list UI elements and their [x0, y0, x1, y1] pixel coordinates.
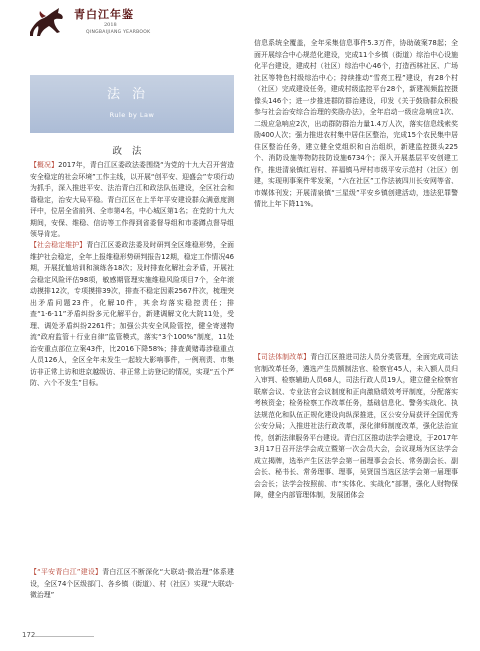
- yearbook-brand: 青白江年鉴: [74, 8, 134, 21]
- yearbook-english-name: QINGBAIJIANG YEARBOOK: [86, 30, 151, 35]
- article-paragraph: [30, 567, 234, 625]
- yearbook-year: 2018: [104, 22, 117, 28]
- horse-logo-icon: [24, 6, 72, 40]
- paragraph-text: 信息系统全覆盖，全年采集信息事件5.3万件，协助破案78起；全面开展综合中心规范化建设，完成11个乡镇（街道）综治中心设施化平台建设，建成村（社区）综治中心46个，打造西林社区、广场社区等特色村级综治中心；持续推动“雪亮工程”建设，有28个村（社区）完成建设任务，建成村级监控平台28个，新建视频监控摄像头146个；进一步推进群防群治建设，印发《关于鼓励群众积极参与社会治安综合治理的奖励办法》，全年启动一级应急响应1次、二级应急响应2次，出动群防群治力量1.4万人次，落实信息线索奖励400人次；强力推进农村集中居住区整治，完成15个农民集中居住区整治任务，建立健全党组织和自治组织，新建监控摄头225个、消防设施等物防技防设施6734个；深入开展基层平安创建工作，推进清泉镇红岩村、祥福镇马坪村市级平安示范村（社区）创建，实现刑事案件零发案，“六在社区”工作法被四川长安网等省、市媒体刊发；开展清泉镇“三星级”平安乡镇创建活动，违法犯罪警情比上年下降11%。: [254, 39, 458, 208]
- article-paragraph: [30, 240, 234, 565]
- paragraph-text: 青白江区不断深化“大联动·微治理”体系建设，全区74个区级部门、各乡镇（街道）、村（社区）实现“大联动·微治理”: [30, 568, 234, 599]
- section-banner: [30, 75, 234, 133]
- paragraph-tag: 【概况】: [30, 161, 59, 169]
- subsection-title: 政法: [112, 146, 152, 157]
- paragraph-tag: 【司法体制改革】: [254, 353, 311, 361]
- article-paragraph: [254, 38, 458, 343]
- paragraph-tag: 【社会稳定维护】: [30, 241, 87, 249]
- paragraph-tag: 【“平安青白江”建设】: [30, 568, 103, 576]
- paragraph-text: 青白江区委政法委及时研判全区维稳形势，全面维护社会稳定，全年上报维稳形势研判报告12期，稳定工作情况46期，开展抚恤培训和演练各18次；及时排查化解社会矛盾，开展社会稳定风险评估98项，敏感期管理实施维稳风险项目7个，全年滚动摸排12次，专项摸排39次，排查不稳定因素2567件次，梳理突出矛盾问题23件，化解10件，其余均落实稳控责任；排查“1·6·11”矛盾纠纷多元化解平台，新建调解文化大院11处，受理、调处矛盾纠纷2261件；加强公共安全风险管控，健全寄递物流“政府监管＋行业自律”监管模式，落实“3个100%”制度，11处治安重点部位立案43件，比2016下降58%；排查黄赌毒涉稳重点人员126人，全区全年未发生一起较大影响事件，一例刑责、市集访非正常上访和进京越级访、非正常上访登记的情况，实现“五个严防、六个不发生”目标。: [30, 241, 234, 387]
- section-title: 法治: [106, 87, 157, 102]
- page-number-rule: [34, 636, 94, 637]
- section-subtitle: Rule by Law: [109, 111, 155, 119]
- page-number: 172: [22, 631, 36, 639]
- article-paragraph: [254, 352, 458, 628]
- paragraph-text: 2017年，青白江区委政法委围绕“为党的十九大召开营造安全稳定的社会环境”工作主线，以开展“创平安、迎盛会”专项行动为抓手，深入推进平安、法治青白江和政法队伍建设，全区社会和谐稳定，治安大局平稳。青白江区在上半年平安建设群众满意度测评中，位居全省前列、全市第4名，中心城区第1名；在党的十九大期间，安保、维稳、信访等工作得到省委督导组和市委蹲点督导组领导肯定。: [30, 161, 234, 238]
- paragraph-text: 青白江区推进司法人员分类管理，全面完成司法官制改革任务，遴选产生员额制法官、检察官45人，未入额人员归入审判、检察辅助人员68人，司法行政人员19人，建立健全检察官联席会议、专业法官会议制度和正向激励绩效考评制度，分配落实考核资金；检务检察工作改革任务，基础信息化、警务实战化、执法规范化和队伍正规化建设向纵深推进，区公安分局获评全国优秀公安分局；入推进社法行政改革，深化律师制度改革，强化法治宣传，创新法律服务平台建设。青白江区推动法学会建设，于2017年3月17日召开法学会成立暨第一次会员大会，会议现场为区法学会成立揭牌，选举产生区法学会第一届理事会会长、常务副会长、副会长、秘书长、常务理事、理事，吴贤国当选区法学会第一届理事会会长；法学会按照前、市“实体化、实战化”部署，强化人财物保障，健全内部管理体制，发展团体会: [254, 353, 458, 499]
